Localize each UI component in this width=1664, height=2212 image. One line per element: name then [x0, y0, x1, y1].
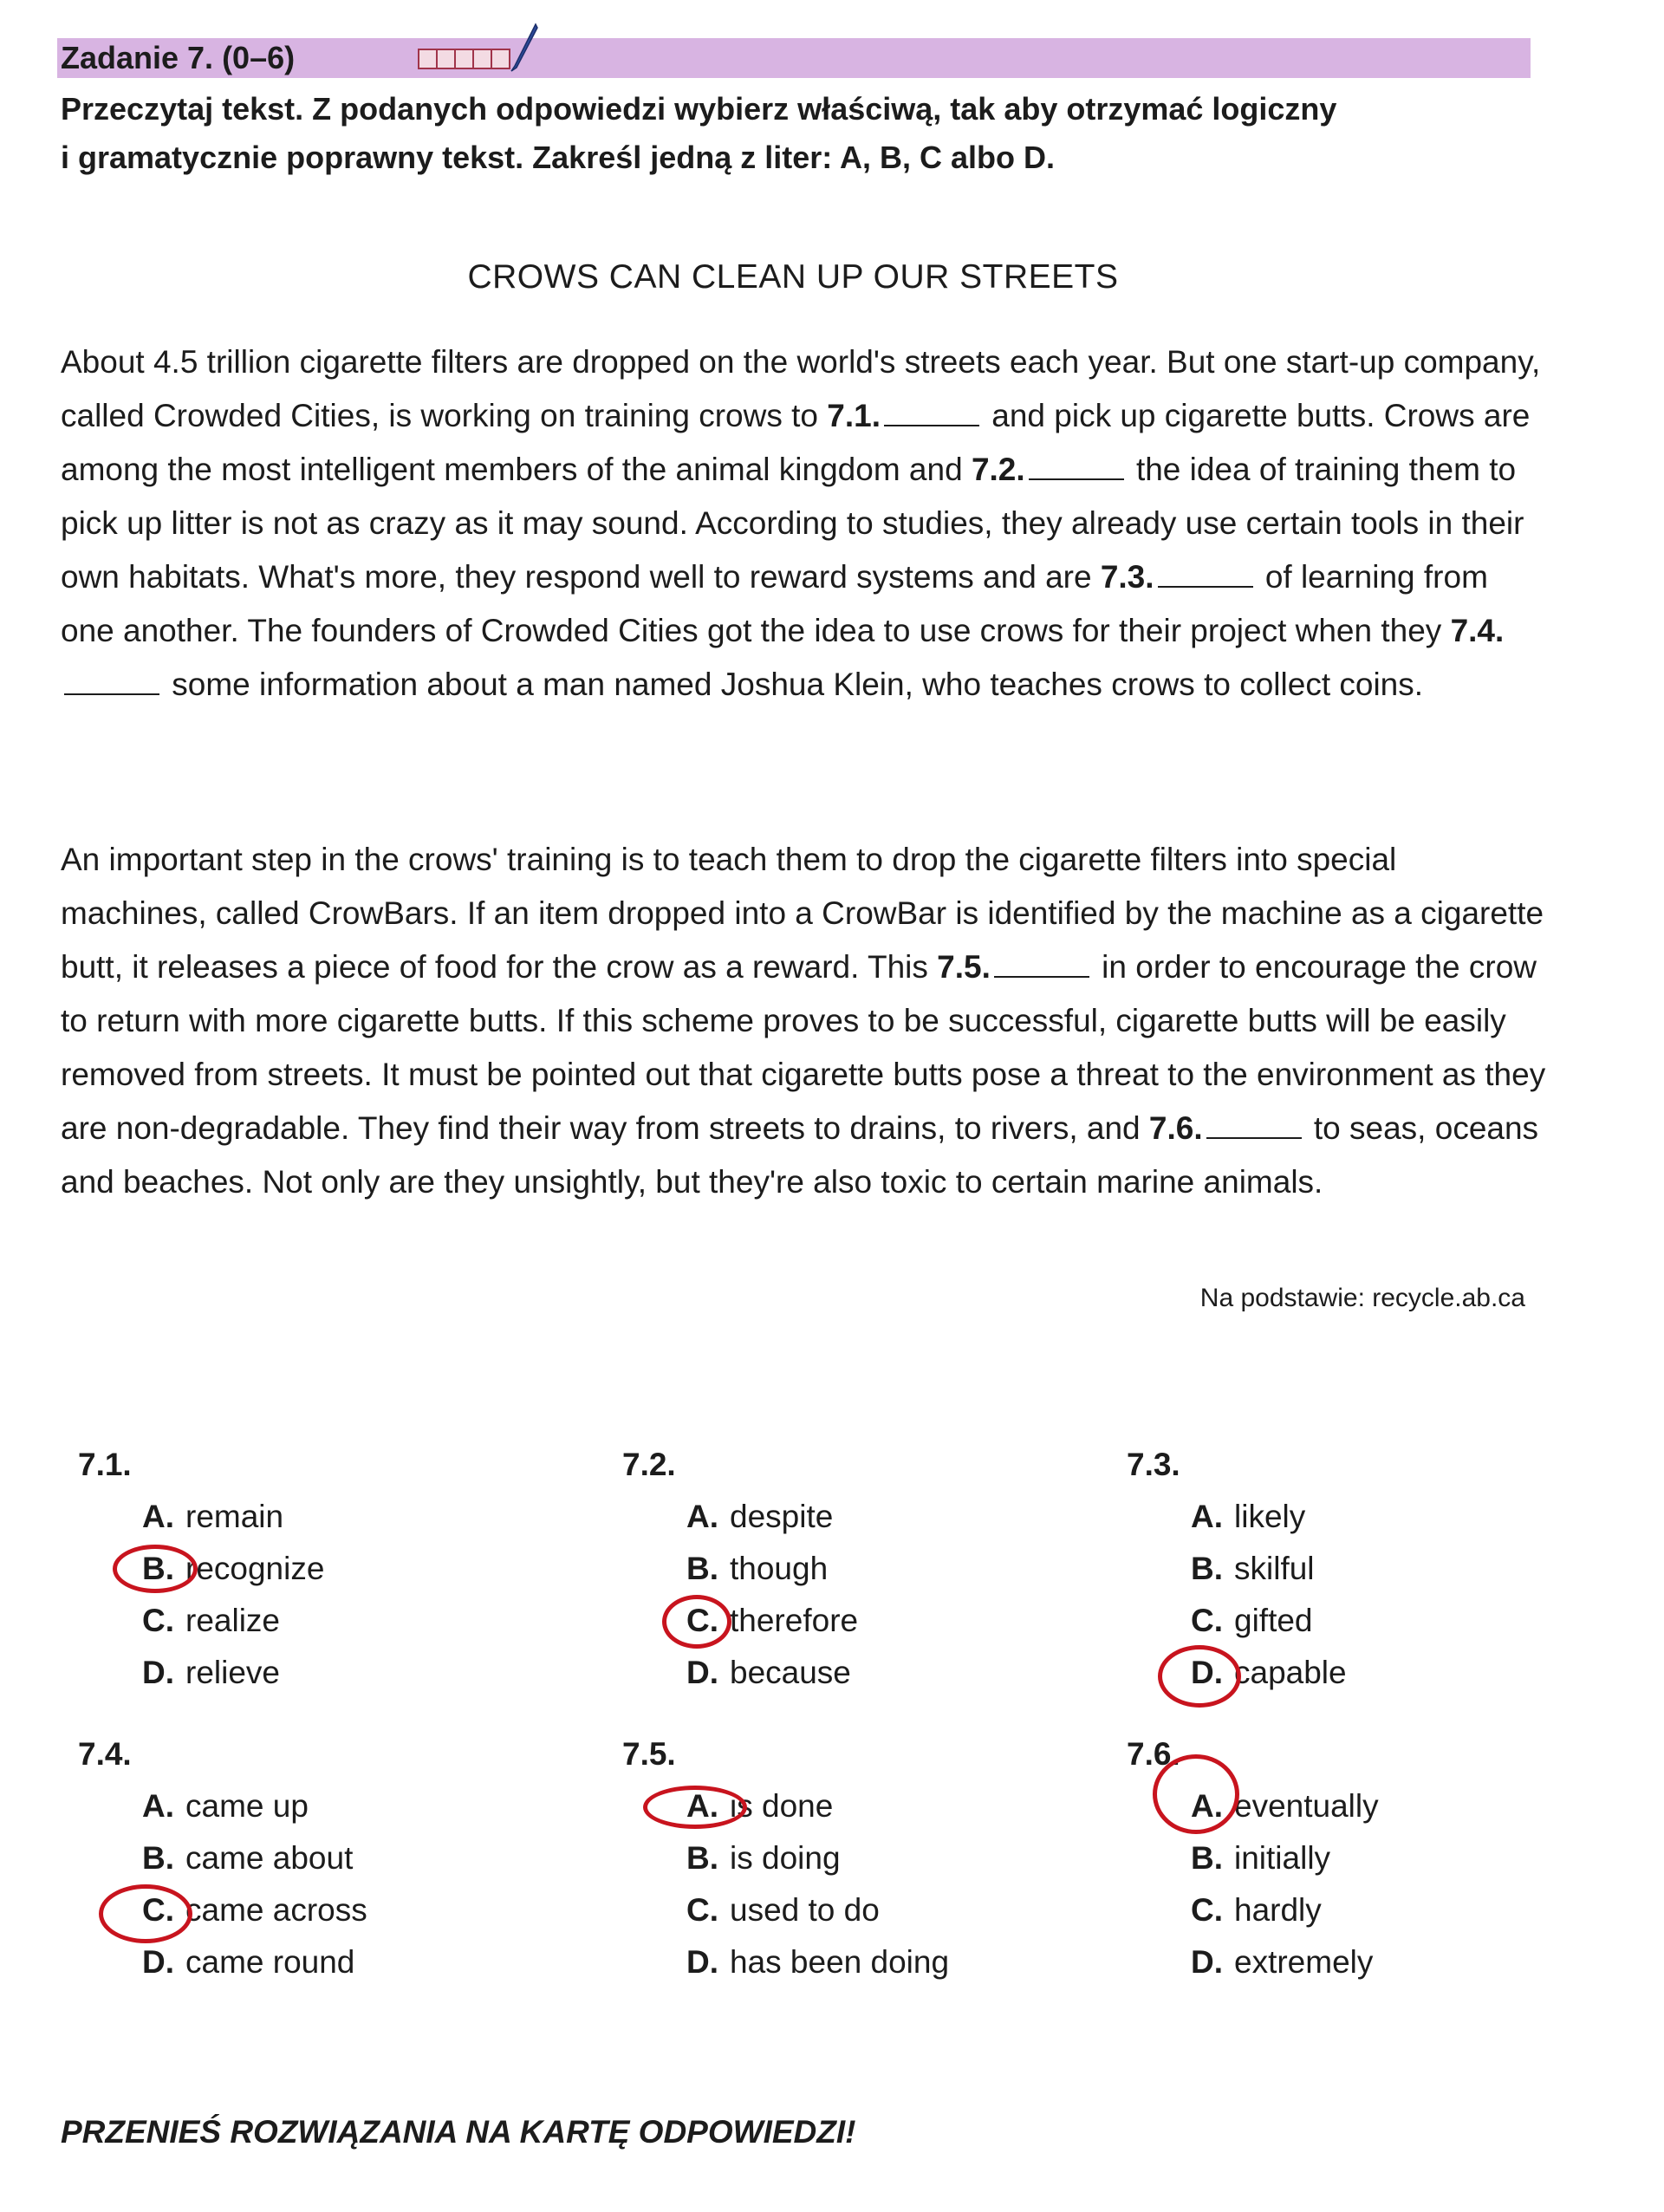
option-a[interactable]	[1127, 1780, 1379, 1832]
option-text: though	[730, 1551, 829, 1586]
option-letter: A.	[686, 1788, 718, 1824]
option-text: initially	[1234, 1840, 1331, 1876]
option-d[interactable]	[78, 1936, 367, 1988]
gap-number: 7.6.	[1148, 1110, 1203, 1146]
option-letter: D.	[142, 1944, 174, 1980]
option-d[interactable]	[78, 1647, 324, 1699]
option-text: hardly	[1234, 1892, 1322, 1928]
option-text: has been doing	[730, 1944, 950, 1980]
task-title: Zadanie 7. (0–6)	[61, 40, 296, 75]
score-box	[456, 50, 474, 68]
gap-number: 7.3.	[1100, 559, 1154, 595]
question-label: 7.3.	[1127, 1447, 1180, 1482]
answer-circle-mark	[1153, 1754, 1239, 1834]
answer-circle-mark	[1158, 1645, 1241, 1708]
score-box	[474, 50, 492, 68]
gap-blank	[1029, 452, 1124, 480]
option-d[interactable]	[1127, 1936, 1379, 1988]
text-span: and pick up cigarette butts. Crows are among the most intelligent members of the animal kingdom and	[61, 398, 1531, 487]
instructions-line: i gramatycznie poprawny tekst. Zakreśl jedną z liter: A, B, C albo D.	[61, 140, 1055, 175]
option-text: realize	[185, 1603, 280, 1638]
option-text: capable	[1234, 1655, 1347, 1690]
gap-blank	[994, 950, 1089, 978]
option-text: eventually	[1234, 1788, 1379, 1824]
option-text: likely	[1234, 1499, 1306, 1534]
option-letter: A.	[142, 1499, 174, 1534]
option-text: extremely	[1234, 1944, 1374, 1980]
question-label: 7.1.	[78, 1447, 132, 1482]
option-letter: D.	[686, 1944, 718, 1980]
question-7-6	[1127, 1728, 1379, 1988]
option-d[interactable]	[622, 1936, 949, 1988]
option-b[interactable]	[1127, 1543, 1347, 1595]
option-letter: C.	[1191, 1603, 1223, 1638]
option-letter: B.	[686, 1551, 718, 1586]
option-letter: C.	[142, 1892, 174, 1928]
task-instructions	[61, 85, 1551, 182]
option-a[interactable]	[622, 1491, 858, 1543]
text-span: some information about a man named Joshua Klein, who teaches crows to collect coins.	[163, 667, 1424, 702]
text-span: About 4.5 trillion cigarette filters are dropped on the world's streets each year. But one start-up company, called Crowded Cities, is working on training crows to	[61, 344, 1541, 433]
question-label: 7.5.	[622, 1736, 676, 1772]
option-letter: B.	[686, 1840, 718, 1876]
text-span: An important step in the crows' training is to teach them to drop the cigarette filters into special machines, called CrowBars. If an item dropped into a CrowBar is identified by the machine as a cigarette butt, it releases a piece of food for the crow as a reward. This	[61, 842, 1544, 985]
question-7-5	[622, 1728, 949, 1988]
text-span: to seas, oceans and beaches. Not only are they unsightly, but they're also toxic to certain marine animals.	[61, 1110, 1539, 1200]
option-letter: D.	[142, 1655, 174, 1690]
gap-number: 7.1.	[827, 398, 881, 433]
option-text: remain	[185, 1499, 284, 1534]
option-b[interactable]	[1127, 1832, 1379, 1884]
option-letter: B.	[142, 1840, 174, 1876]
option-text: came about	[185, 1840, 354, 1876]
gap-number: 7.2.	[971, 452, 1025, 487]
score-box	[438, 50, 456, 68]
question-label: 7.2.	[622, 1447, 676, 1482]
option-letter: D.	[686, 1655, 718, 1690]
gap-blank	[1206, 1111, 1302, 1139]
instructions-line: Przeczytaj tekst. Z podanych odpowiedzi wybierz właściwą, tak aby otrzymać logiczny	[61, 91, 1337, 127]
answer-circle-mark	[99, 1884, 192, 1943]
gap-number: 7.4.	[1450, 613, 1505, 648]
option-c[interactable]	[622, 1595, 858, 1647]
option-text: skilful	[1234, 1551, 1315, 1586]
option-d[interactable]	[1127, 1647, 1347, 1699]
option-text: is done	[730, 1788, 834, 1824]
question-7-3	[1127, 1439, 1347, 1699]
option-c[interactable]	[78, 1595, 324, 1647]
option-letter: D.	[1191, 1944, 1223, 1980]
option-letter: C.	[1191, 1892, 1223, 1928]
option-text: came up	[185, 1788, 309, 1824]
option-text: recognize	[185, 1551, 325, 1586]
option-text: used to do	[730, 1892, 880, 1928]
option-letter: C.	[142, 1603, 174, 1638]
option-a[interactable]	[78, 1780, 367, 1832]
question-7-2	[622, 1439, 858, 1699]
option-text: relieve	[185, 1655, 280, 1690]
gap-blank	[1158, 560, 1253, 588]
option-c[interactable]	[78, 1884, 367, 1936]
question-7-4	[78, 1728, 367, 1988]
option-letter: D.	[1191, 1655, 1223, 1690]
option-letter: C.	[686, 1892, 718, 1928]
article-paragraph-1	[61, 335, 1547, 712]
option-b[interactable]	[622, 1832, 949, 1884]
option-text: gifted	[1234, 1603, 1313, 1638]
option-letter: A.	[1191, 1499, 1223, 1534]
answer-circle-mark	[113, 1545, 198, 1593]
option-a[interactable]	[78, 1491, 324, 1543]
option-c[interactable]	[1127, 1595, 1347, 1647]
option-b[interactable]	[622, 1543, 858, 1595]
text-span: the idea of training them to pick up litter is not as crazy as it may sound. According to studies, they already use certain tools in their own habitats. What's more, they respond well to reward systems and are	[61, 452, 1524, 595]
transfer-answers-note: PRZENIEŚ ROZWIĄZANIA NA KARTĘ ODPOWIEDZI!	[61, 2114, 856, 2150]
article-paragraph-2	[61, 833, 1547, 1209]
option-d[interactable]	[622, 1647, 858, 1699]
question-7-1	[78, 1439, 324, 1699]
option-letter: A.	[1191, 1788, 1223, 1824]
text-span: in order to encourage the crow to return with more cigarette butts. If this scheme proves to be successful, cigarette butts will be easily removed from streets. It must be pointed out that cigarette butts pose a threat to the environment as they are non-degradable. They find their way from streets to drains, to rivers, and	[61, 949, 1546, 1146]
option-text: despite	[730, 1499, 834, 1534]
option-letter: B.	[142, 1551, 174, 1586]
score-box	[419, 50, 438, 68]
option-letter: C.	[686, 1603, 718, 1638]
option-b[interactable]	[78, 1832, 367, 1884]
score-boxes	[418, 49, 510, 69]
text-span: of learning from one another. The founders of Crowded Cities got the idea to use crows for their project when they	[61, 559, 1488, 648]
question-label: 7.4.	[78, 1736, 132, 1772]
question-label: 7.6.	[1127, 1736, 1180, 1772]
option-a[interactable]	[622, 1780, 949, 1832]
option-text: is doing	[730, 1840, 841, 1876]
option-letter: A.	[686, 1499, 718, 1534]
source-citation: Na podstawie: recycle.ab.ca	[1199, 1284, 1525, 1312]
pen-icon	[510, 23, 539, 73]
gap-number: 7.5.	[937, 949, 991, 985]
option-c[interactable]	[622, 1884, 949, 1936]
option-letter: B.	[1191, 1840, 1223, 1876]
option-letter: A.	[142, 1788, 174, 1824]
option-c[interactable]	[1127, 1884, 1379, 1936]
option-text: because	[730, 1655, 851, 1690]
article-title: CROWS CAN CLEAN UP OUR STREETS	[467, 258, 1119, 296]
option-text: therefore	[730, 1603, 859, 1638]
option-text: came across	[185, 1892, 367, 1928]
option-text: came round	[185, 1944, 355, 1980]
option-a[interactable]	[1127, 1491, 1347, 1543]
option-b[interactable]	[78, 1543, 324, 1595]
score-box	[492, 50, 509, 68]
option-letter: B.	[1191, 1551, 1223, 1586]
gap-blank	[884, 399, 979, 426]
answer-circle-mark	[643, 1786, 747, 1829]
gap-blank	[64, 667, 159, 695]
answer-circle-mark	[662, 1595, 731, 1649]
